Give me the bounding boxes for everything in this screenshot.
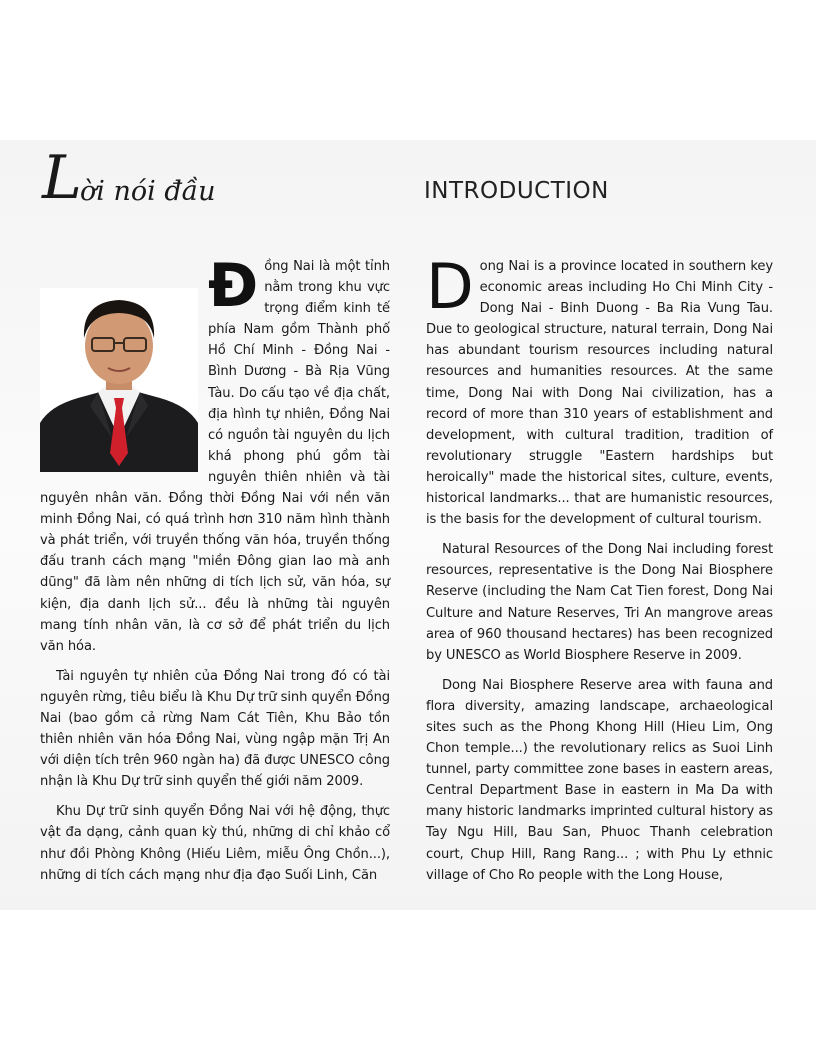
en-paragraph-3: Dong Nai Biosphere Reserve area with fauna and flora diversity, amazing landscape, archaeological sites such as the Phong Khong Hill (Hieu Lim, Ong Chon temple...) the revolutionary relics as Suoi Linh tunnel, party committee zone bases in eastern areas, Central Department Base in eastern in Ma Da with many historic landmarks imprinted cultural history as Tay Ngu Hill, Bau San, Phuoc Thanh celebration court, Chup Hill, Rang Rang... ; with Phu Ly ethnic village of Cho Ro people with the Long House, <box>426 677 773 883</box>
en-dropcap: D <box>426 250 474 323</box>
vn-paragraph-3: Khu Dự trữ sinh quyển Đồng Nai với hệ động, thực vật đa dạng, cảnh quan kỳ thú, những di chỉ khảo cổ như đồi Phòng Không (Hiếu Liêm, miễu Ông Chồn...), những di tích cách mạng như địa đạo Suối Linh, Căn <box>40 804 390 883</box>
vn-dropcap: Đ <box>208 251 259 321</box>
title-initial: L <box>42 143 82 213</box>
portrait-spacer <box>40 256 208 488</box>
vn-paragraph-2: Tài nguyên tự nhiên của Đồng Nai trong đó có tài nguyên rừng, tiêu biểu là Khu Dự trữ sinh quyển Đồng Nai (bao gồm cả rừng Nam Cát Tiên, Khu Bảo tồn thiên nhiên văn hóa Đồng Nai, vùng ngập mặn Trị An với diện tích trên 960 ngàn ha) đã được UNESCO công nhận là Khu Dự trữ sinh quyển thế giới năm 2009. <box>40 668 390 790</box>
en-paragraph-1-text: ong Nai is a province located in southern key economic areas including Ho Chi Minh City - Dong Nai - Binh Duong - Ba Ria Vung Tau. Due to geological structure, natural terrain, Dong Nai has abundant tourism resources including natural resources and humanities resources. At the same time, Dong Nai with Dong Nai civilization, has a record of more than 310 years of establishment and development, with cultural tradition, tradition of revolutionary struggle "Eastern hardships but heroically" made the historical sites, culture, events, historical landmarks... that are humanistic resources, is the basis for the development of cultural tourism. <box>426 259 773 528</box>
vietnamese-column <box>40 251 390 895</box>
en-paragraph-2: Natural Resources of the Dong Nai including forest resources, representative is the Dong Nai Biosphere Reserve (including the Nam Cat Tien forest, Dong Nai Culture and Nature Reserves, Tri An mangrove areas area of 960 thousand hectares) has been recognized by UNESCO as World Biosphere Reserve in 2009. <box>426 542 773 663</box>
vietnamese-title <box>40 143 260 218</box>
english-column <box>426 250 773 895</box>
english-title: INTRODUCTION <box>424 178 609 204</box>
title-rest: ời nói đầu <box>80 176 216 207</box>
en-paragraph-1 <box>426 250 773 530</box>
vn-paragraph-1-text: ồng Nai là một tỉnh nằm trong khu vực trọng điểm kinh tế phía Nam gồm Thành phố Hồ Chí Minh - Đồng Nai - Bình Dương - Bà Rịa Vũng Tàu. Do cấu tạo về địa chất, địa hình tự nhiên, Đồng Nai có nguồn tài nguyên du lịch khá phong phú gồm tài nguyên thiên nhiên và tài nguyên nhân văn. Đồng thời Đồng Nai với nền văn minh Đồng Nai, có quá trình hơn 310 năm hình thành và phát triển, với truyền thống văn hóa, truyền thống đấu tranh cách mạng "miền Đông gian lao mà anh dũng" đã làm nên những di tích lịch sử, văn hóa, sự kiện, địa danh lịch sử... đều là những tài nguyên mang tính nhân văn, là cơ sở để phát triển du lịch văn hóa. <box>40 259 390 654</box>
